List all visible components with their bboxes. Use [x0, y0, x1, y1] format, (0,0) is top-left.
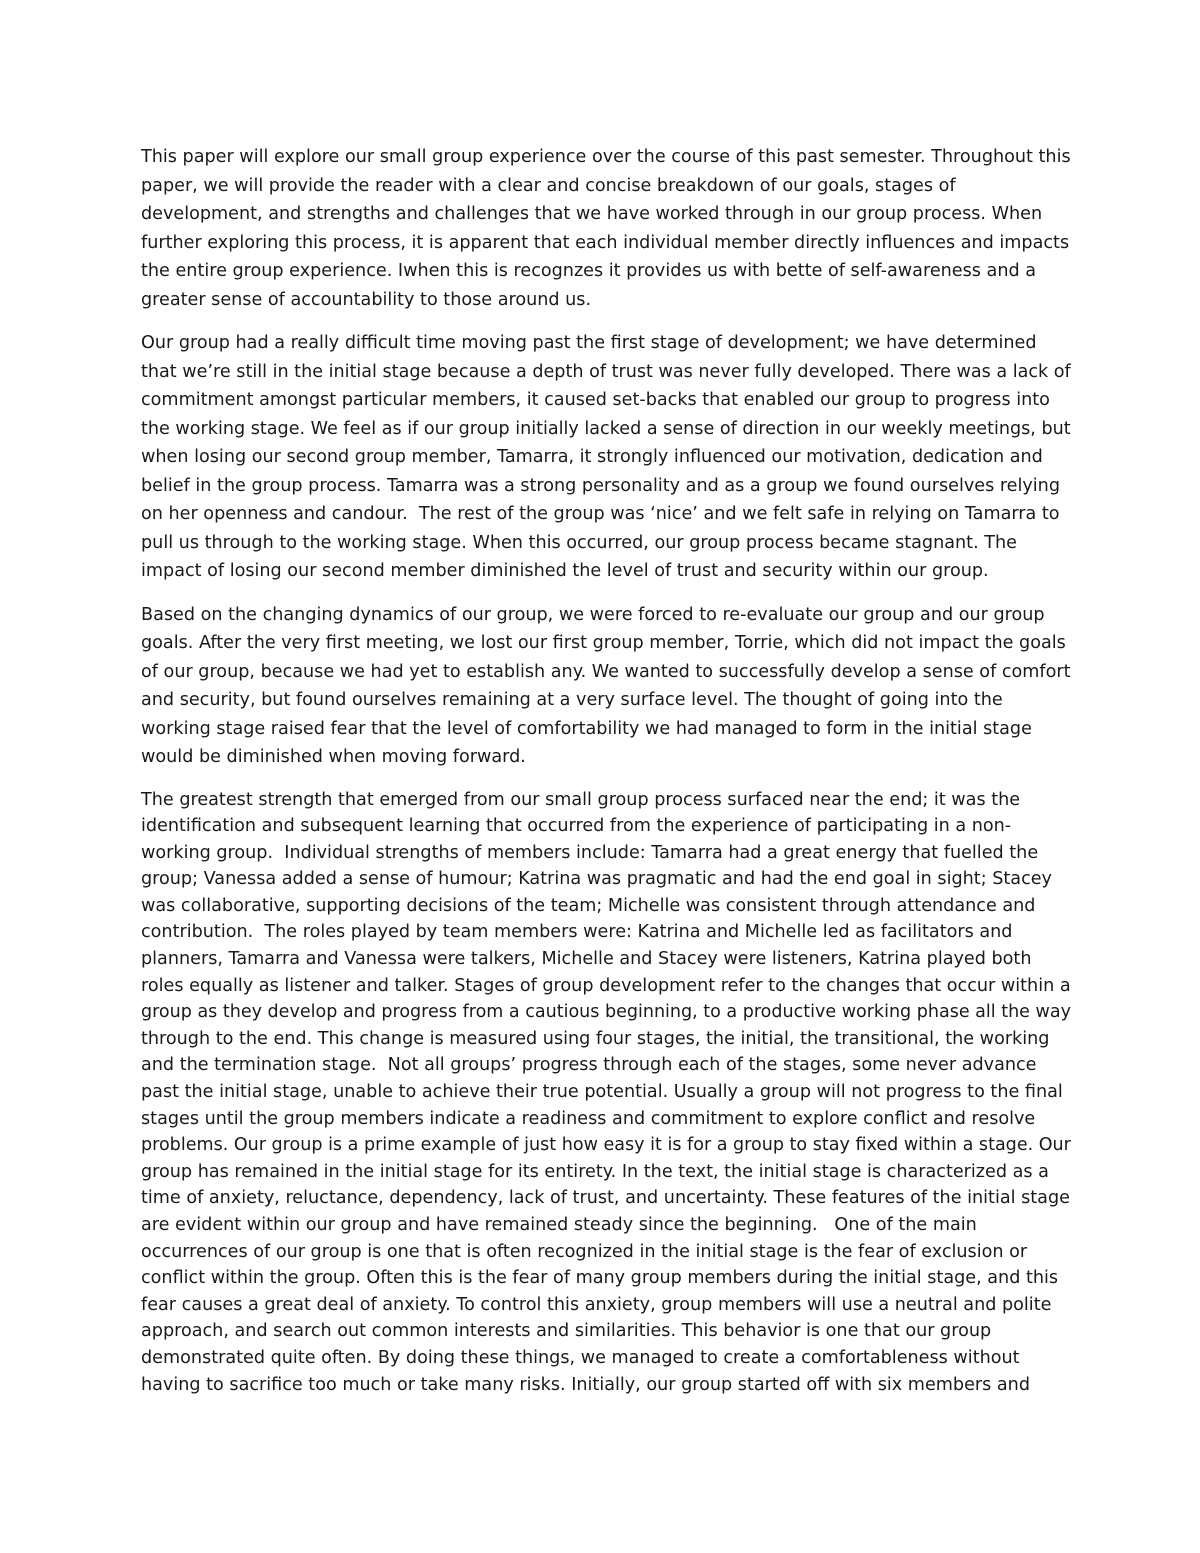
document-body [141, 143, 1071, 1398]
text-line: planners, Tamarra and Vanessa were talkers, Michelle and Stacey were listeners, Katrina played both [141, 949, 1032, 970]
text-line: was collaborative, supporting decisions of the team; Michelle was consistent through attendance and [141, 895, 1036, 916]
text-line: stages until the group members indicate a readiness and commitment to explore conflict and resolve [141, 1108, 1036, 1129]
text-line: This paper will explore our small group experience over the course of this past semester. Throughout this [141, 147, 1071, 167]
text-line: approach, and search out common interests and similarities. This behavior is one that our group [141, 1321, 992, 1342]
text-line: The greatest strength that emerged from our small group process surfaced near the end; it was the [141, 789, 1021, 810]
text-line: working group. Individual strengths of members include: Tamarra had a great energy that fuelled the [141, 842, 1039, 863]
text-line: on her openness and candour. The rest of the group was ‘nice’ and we felt safe in relying on Tamarra to [141, 504, 1060, 524]
text-line: the entire group experience. Iwhen this is recognzes it provides us with bette of self-awareness and a [141, 261, 1037, 281]
text-line: paper, we will provide the reader with a clear and concise breakdown of our goals, stages of [141, 175, 956, 196]
text-line: conflict within the group. Often this is the fear of many group members during the initial stage, and this [141, 1268, 1059, 1289]
text-line: that we’re still in the initial stage because a depth of trust was never fully developed. There was a lack of [141, 361, 1071, 382]
paragraph-introduction [141, 143, 1071, 314]
paragraph-strengths [141, 787, 1071, 1399]
text-line: Our group had a really difficult time moving past the first stage of development; we have determined [141, 333, 1037, 353]
text-line: commitment amongst particular members, it caused set-backs that enabled our group to progress into [141, 390, 1050, 410]
text-line: greater sense of accountability to those around us. [141, 289, 592, 310]
text-line: and security, but found ourselves remaining at a very surface level. The thought of going into the [141, 690, 1003, 710]
text-line: demonstrated quite often. By doing these things, we managed to create a comfortableness without [141, 1347, 1020, 1368]
text-line: when losing our second group member, Tamarra, it strongly influenced our motivation, dedication and [141, 447, 1043, 467]
text-line: group has remained in the initial stage for its entirety. In the text, the initial stage is characterized as a [141, 1161, 1049, 1182]
text-line: are evident within our group and have remained steady since the beginning. One of the main [141, 1215, 977, 1235]
text-line: identification and subsequent learning that occurred from the experience of participating in a non- [141, 816, 1012, 837]
text-line: through to the end. This change is measured using four stages, the initial, the transitional, the working [141, 1028, 1050, 1049]
text-line: pull us through to the working stage. When this occurred, our group process became stagnant. The [141, 532, 1017, 553]
text-line: roles equally as listener and talker. Stages of group development refer to the changes that occur within a [141, 975, 1071, 996]
text-line: problems. Our group is a prime example of just how easy it is for a group to stay fixed within a stage. Our [141, 1135, 1071, 1156]
text-line: the working stage. We feel as if our group initially lacked a sense of direction in our weekly meetings, but [141, 418, 1071, 439]
paragraph-changing-dynamics [141, 601, 1071, 772]
text-line: group as they develop and progress from a cautious beginning, to a productive working phase all the way [141, 1002, 1071, 1023]
text-line: goals. After the very first meeting, we lost our first group member, Torrie, which did not impact the goals [141, 633, 1066, 653]
text-line: past the initial stage, unable to achieve their true potential. Usually a group will not progress to the final [141, 1082, 1063, 1103]
text-line: time of anxiety, reluctance, dependency, lack of trust, and uncertainty. These features of the initial stage [141, 1188, 1070, 1209]
text-line: impact of losing our second member diminished the level of trust and security within our group. [141, 561, 989, 581]
text-line: working stage raised fear that the level of comfortability we had managed to form in the initial stage [141, 718, 1032, 739]
text-line: contribution. The roles played by team members were: Katrina and Michelle led as facilitators and [141, 922, 1013, 943]
text-line: of our group, because we had yet to establish any. We wanted to successfully develop a sense of comfort [141, 661, 1071, 682]
text-line: would be diminished when moving forward. [141, 747, 526, 767]
text-line: belief in the group process. Tamarra was a strong personality and as a group we found ourselves relying [141, 475, 1061, 496]
text-line: group; Vanessa added a sense of humour; Katrina was pragmatic and had the end goal in sight; Stacey [141, 869, 1052, 890]
text-line: fear causes a great deal of anxiety. To control this anxiety, group members will use a neutral and polite [141, 1294, 1052, 1315]
text-line: Based on the changing dynamics of our group, we were forced to re-evaluate our group and our group [141, 604, 1045, 625]
text-line: further exploring this process, it is apparent that each individual member directly influences and impacts [141, 232, 1070, 253]
text-line: and the termination stage. Not all groups’ progress through each of the stages, some never advance [141, 1055, 1037, 1076]
text-line: having to sacrifice too much or take many risks. Initially, our group started off with six members and [141, 1374, 1030, 1395]
text-line: development, and strengths and challenges that we have worked through in our group process. When [141, 204, 1043, 224]
text-line: occurrences of our group is one that is often recognized in the initial stage is the fear of exclusion or [141, 1241, 1028, 1262]
paragraph-first-stage [141, 329, 1071, 586]
